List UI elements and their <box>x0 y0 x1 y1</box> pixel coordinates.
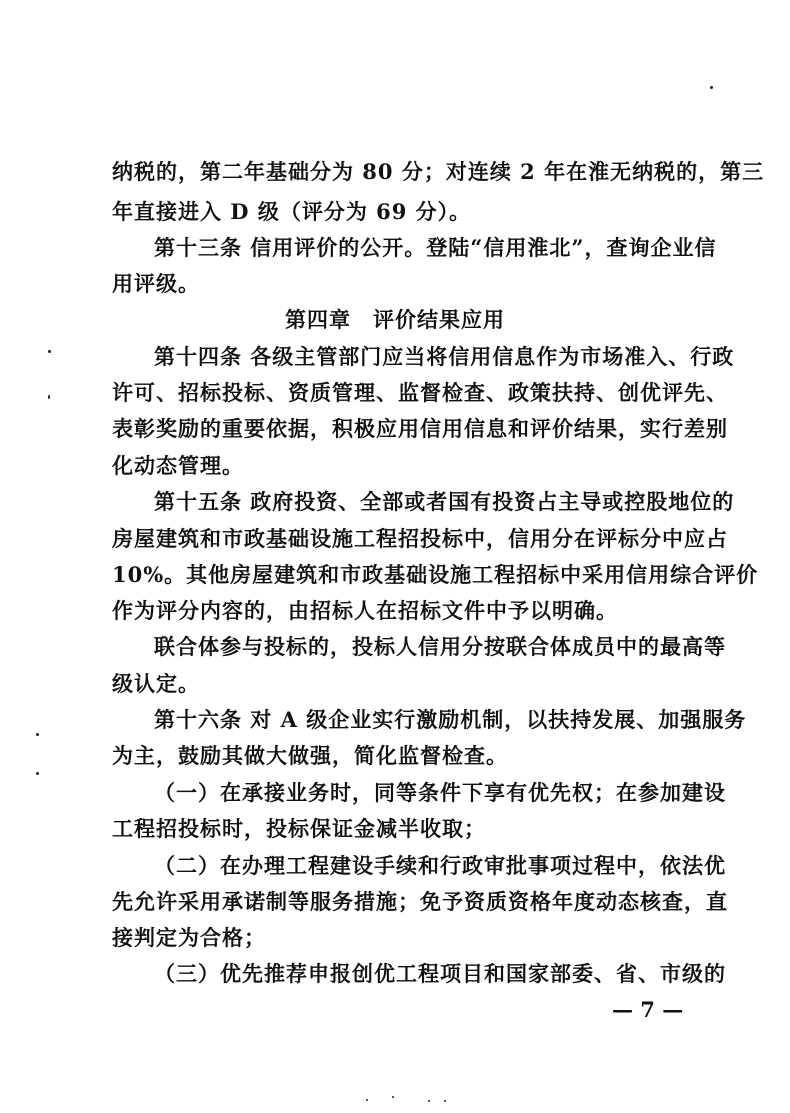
scan-speck <box>366 1099 368 1101</box>
scan-speck <box>444 1100 446 1102</box>
scan-speck <box>710 86 713 89</box>
text-line: 许可、招标投标、资质管理、监督检查、政策扶持、创优评先、 <box>112 380 728 405</box>
text-line: （三）优先推荐申报创优工程项目和国家部委、省、市级的 <box>154 961 726 986</box>
text-line: 化动态管理。 <box>112 453 244 478</box>
text-line: 第十六条 对 A 级企业实行激励机制，以扶持发展、加强服务 <box>154 707 747 732</box>
text-line: 接判定为合格； <box>112 925 266 950</box>
scan-speck <box>48 350 51 353</box>
scan-speck <box>392 1096 394 1098</box>
text-line: 工程招投标时，投标保证金减半收取； <box>112 816 486 841</box>
text-line: 用评级。 <box>112 271 200 296</box>
text-line: 第十四条 各级主管部门应当将信用信息作为市场准入、行政 <box>154 344 735 369</box>
text-line: 为主，鼓励其做大做强，简化监督检查。 <box>112 743 508 768</box>
text-line: 联合体参与投标的，投标人信用分按联合体成员中的最高等 <box>154 634 726 659</box>
text-line: 表彰奖励的重要依据，积极应用信用信息和评价结果，实行差别 <box>112 416 728 441</box>
chapter-heading: 第四章 评价结果应用 <box>285 307 505 332</box>
text-line: 先允许采用承诺制等服务措施；免予资质资格年度动态核查，直 <box>112 889 728 914</box>
scan-speck <box>36 733 39 736</box>
text-line: 年直接进入 D 级（评分为 69 分）。 <box>112 199 472 224</box>
text-line: （二）在办理工程建设手续和行政审批事项过程中，依法优 <box>154 853 726 878</box>
page-number: — 7 — <box>612 997 684 1022</box>
text-line: 第十三条 信用评价的公开。登陆“信用淮北”，查询企业信 <box>154 235 717 260</box>
text-line: 级认定。 <box>112 671 200 696</box>
text-line: 第十五条 政府投资、全部或者国有投资占主导或控股地位的 <box>154 489 735 514</box>
scan-speck <box>36 772 39 775</box>
scan-speck <box>428 1100 430 1102</box>
text-line: 纳税的，第二年基础分为 80 分；对连续 2 年在淮无纳税的，第三 <box>112 159 765 184</box>
text-line: （一）在承接业务时，同等条件下享有优先权；在参加建设 <box>154 780 726 805</box>
scan-speck <box>48 395 50 399</box>
text-line: 房屋建筑和市政基础设施工程招投标中，信用分在评标分中应占 <box>112 526 728 551</box>
text-line: 作为评分内容的，由招标人在招标文件中予以明确。 <box>112 598 618 623</box>
text-line: 10%。其他房屋建筑和市政基础设施工程招标中采用信用综合评价 <box>112 562 759 587</box>
